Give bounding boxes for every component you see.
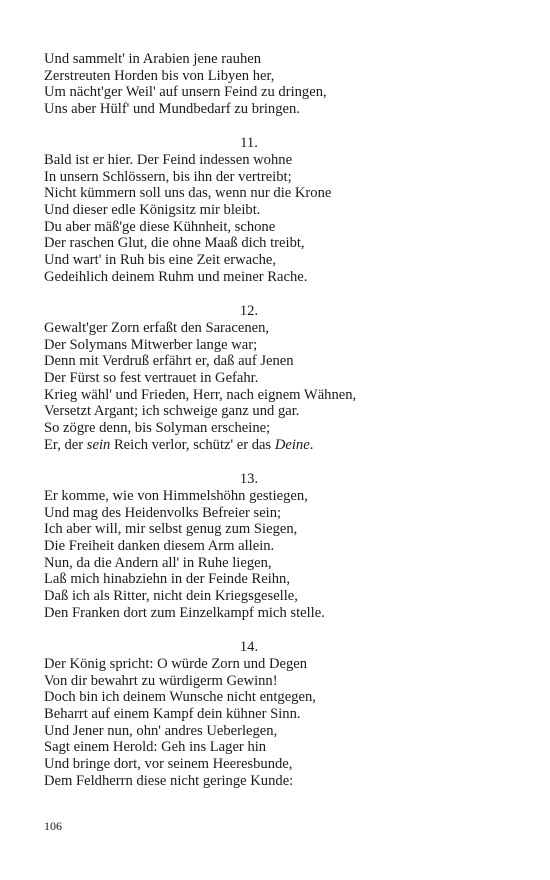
stanza	[44, 488, 325, 622]
stanza	[44, 320, 356, 454]
page-number: 106	[44, 819, 62, 833]
verse-line: Und bringe dort, vor seinem Heeresbunde,	[44, 756, 293, 773]
verse-line: Denn mit Verdruß erfährt er, daß auf Jenen	[44, 353, 294, 370]
verse-line: Und mag des Heidenvolks Befreier sein;	[44, 504, 282, 521]
emphasis-text: Deine	[274, 436, 310, 453]
text-run: Er, der	[44, 436, 87, 453]
stanza-number: 13.	[239, 471, 259, 487]
verse-line: Beharrt auf einem Kampf dein kühner Sinn.	[44, 706, 301, 723]
verse-line-emphasis	[44, 437, 356, 454]
emphasis-text: sein	[86, 436, 111, 453]
verse-line: Daß ich als Ritter, nicht dein Kriegsgeselle,	[44, 588, 298, 605]
stanza-number: 14.	[239, 639, 259, 655]
verse-line: Die Freiheit danken diesem Arm allein.	[44, 538, 275, 555]
verse-line: Bald ist er hier. Der Feind indessen wohne	[44, 152, 293, 168]
verse-line: Ich aber will, mir selbst genug zum Siegen,	[44, 521, 298, 538]
verse-line: Nun, da die Andern all' in Ruhe liegen,	[44, 554, 272, 571]
verse-line: Du aber mäß'ge diese Kühnheit, schone	[44, 218, 276, 235]
verse-line: Er komme, wie von Himmelshöhn gestiegen,	[44, 488, 308, 504]
stanza-number: 11.	[240, 135, 258, 151]
verse-line: Gedeihlich deinem Ruhm und meiner Rache.	[44, 268, 308, 285]
verse-line: Gewalt'ger Zorn erfaßt den Saracenen,	[44, 320, 270, 336]
verse-line: Der König spricht: O würde Zorn und Degen	[44, 656, 308, 672]
verse-line: Laß mich hinabziehn in der Feinde Reihn,	[44, 571, 290, 588]
verse-line: So zögre denn, bis Solyman erscheine;	[44, 420, 271, 437]
verse-line: Dem Feldherrn diese nicht geringe Kunde:	[44, 772, 294, 789]
verse-line: Uns aber Hülf' und Mundbedarf zu bringen.	[44, 101, 300, 118]
stanza-continuation	[44, 51, 327, 118]
verse-line: Krieg wähl' und Frieden, Herr, nach eignem Wähnen,	[44, 386, 357, 403]
verse-line: Der Fürst so fest vertrauet in Gefahr.	[44, 370, 259, 387]
verse-line: Sagt einem Herold: Geh ins Lager hin	[44, 739, 267, 756]
stanza	[44, 656, 316, 790]
verse-line: Versetzt Argant; ich schweige ganz und gar.	[44, 403, 300, 420]
verse-line: In unsern Schlössern, bis ihn der vertreibt;	[44, 168, 292, 185]
verse-line: Der raschen Glut, die ohne Maaß dich treibt,	[44, 235, 305, 252]
verse-line: Doch bin ich deinem Wunsche nicht entgegen,	[44, 689, 316, 706]
verse-line: Und sammelt' in Arabien jene rauhen	[44, 51, 262, 67]
verse-line: Den Franken dort zum Einzelkampf mich stelle.	[44, 604, 325, 621]
verse-line: Und dieser edle Königsitz mir bleibt.	[44, 202, 261, 219]
verse-line: Und wart' in Ruh bis eine Zeit erwache,	[44, 252, 277, 269]
text-run: .	[309, 436, 314, 453]
text-run: Reich verlor, schütz' er das	[110, 436, 275, 453]
verse-line: Der Solymans Mitwerber lange war;	[44, 336, 258, 353]
verse-line: Von dir bewahrt zu würdigerm Gewinn!	[44, 672, 278, 689]
stanza-number: 12.	[239, 303, 259, 319]
stanza	[44, 152, 331, 286]
verse-line: Und Jener nun, ohn' andres Ueberlegen,	[44, 722, 278, 739]
verse-line: Nicht kümmern soll uns das, wenn nur die Krone	[44, 185, 332, 202]
verse-line: Um nächt'ger Weil' auf unsern Feind zu dringen,	[44, 84, 327, 101]
verse-line: Zerstreuten Horden bis von Libyen her,	[44, 67, 275, 84]
